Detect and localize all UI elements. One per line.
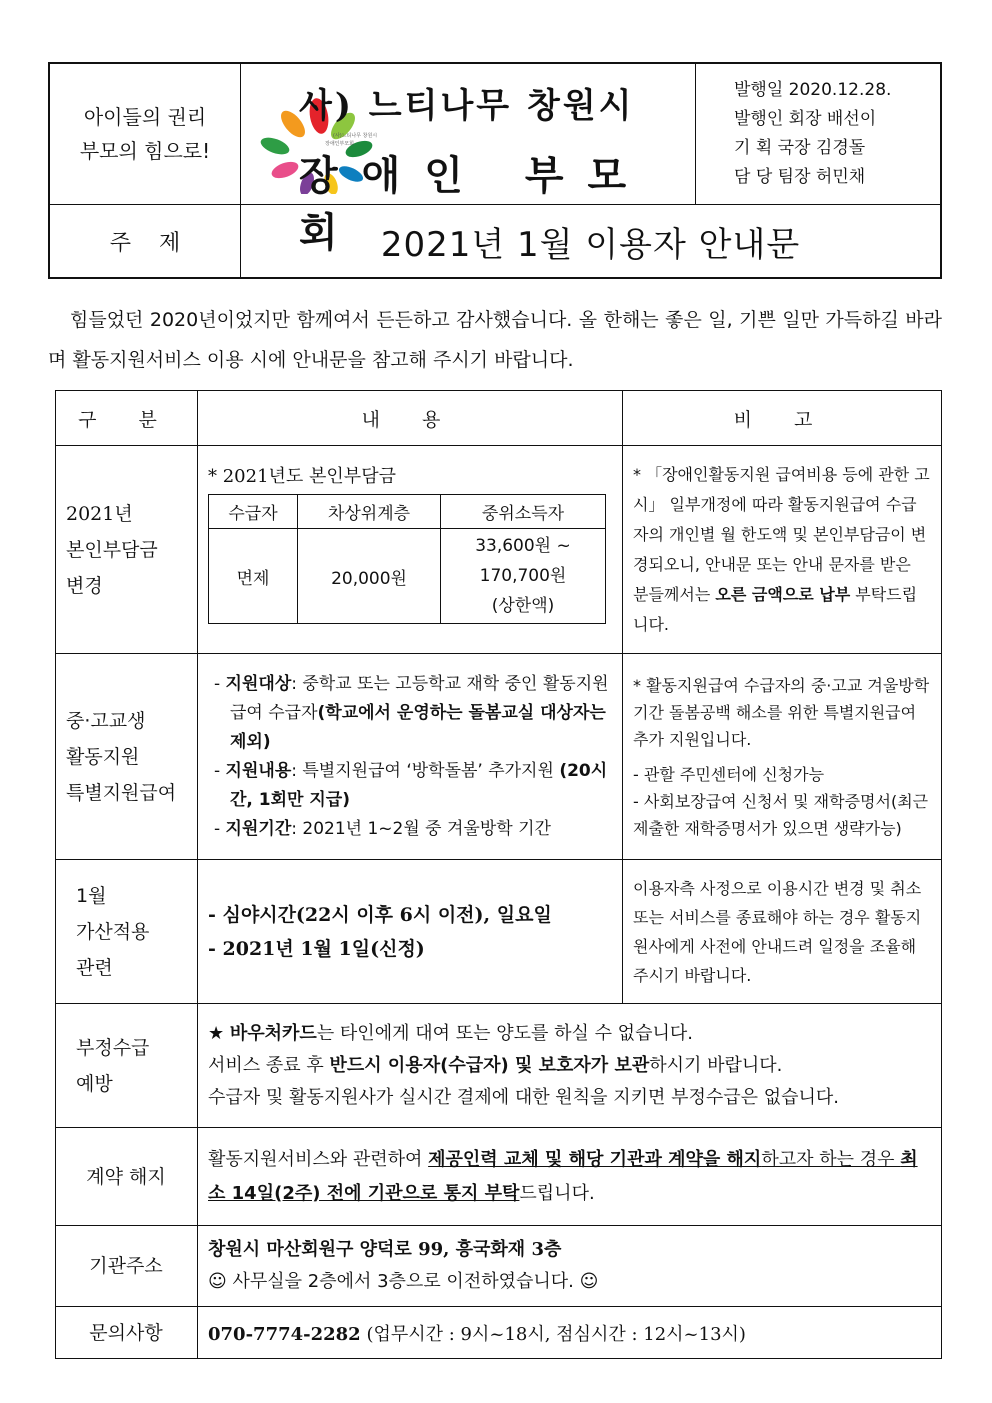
item-label: 지원대상 [225,673,292,694]
manager: 담 당 팀장 허민채 [734,167,866,187]
subject-label: 주 제 [49,205,241,279]
publication-info [696,63,942,205]
contract-bold: 제공인력 교체 및 해당 기관과 계약을 해지 [428,1148,762,1170]
newsletter-header [48,62,942,279]
category-line: 2021년 [66,502,133,525]
line-bold: 바우처카드 [229,1022,317,1044]
item-text: : 중학교 또는 고등학교 재학 중인 활동지원급여 수급자 [230,673,609,723]
header-note: 비 고 [623,391,942,446]
category-line: 예방 [76,1072,113,1095]
row-content [198,1307,942,1359]
list-item: - 지원기간: 2021년 1~2월 중 겨울방학 기간 [214,818,551,839]
category-line: 활동지원 [66,745,140,768]
row-category [56,860,198,1004]
slogan-line-1: 아이들의 권리 [83,105,207,129]
item-bold: (20시간, 1회만 지급) [230,760,608,810]
line-text: 하시기 바랍니다. [649,1054,783,1076]
note-text: - 관할 주민센터에 신청가능 [633,764,825,784]
category-line: 본인부담금 [66,538,158,561]
logo-small-text-2: 장애인부모회 [325,141,354,147]
inner-header: 수급자 [209,495,298,529]
surcharge-item: - 심야시간(22시 이후 6시 이전), 일요일 [208,903,552,926]
row-note: 이용자측 사정으로 이용시간 변경 및 취소 또는 서비스를 종료해야 하는 경우 활동지원사에게 사전에 안내드려 일정을 조율해 주시기 바랍니다. [623,860,942,1004]
category-line: 부정수급 [76,1036,150,1059]
line-bold: 반드시 이용자(수급자) 및 보호자가 보관 [329,1054,650,1076]
publish-date: 발행일 2020.12.28. [734,80,892,100]
planner: 기 획 국장 김경돌 [734,138,866,158]
range-line: (상한액) [491,596,555,616]
list-item: - 지원대상: 중학교 또는 고등학교 재학 중인 활동지원급여 수급자(학교에서 운영하는 돌봄교실 대상자는 제외) [214,673,609,752]
publisher: 발행인 회장 배선이 [734,109,877,129]
category-line: 특별지원급여 [66,781,177,804]
note-text: * 활동지원급여 수급자의 중·고교 겨울방학 기간 돌봄공백 해소를 위한 특별지원급여 추가 지원입니다. [633,675,930,749]
note-text: - 사회보장급여 신청서 및 재학증명서(최근 제출한 재학증명서가 있으면 생략가능) [633,791,929,838]
fraud-line-3: 수급자 및 활동지원사가 실시간 결제에 대한 원칙을 지키면 부정수급은 없습니다. [208,1086,840,1108]
fraud-line-1 [208,1018,931,1050]
row-content [198,860,623,1004]
row-content [198,1226,942,1307]
slogan-cell [49,63,241,205]
category-line: 가산적용 [76,920,150,943]
copay-table [208,494,606,624]
star-icon: ★ [208,1022,230,1044]
row-content [198,654,623,860]
item-text: : 특별지원급여 ‘방학돌봄’ 추가지원 [291,760,560,781]
inner-header: 중위소득자 [440,495,605,529]
organization-name-line-2: 장애인 부모회 [299,152,651,256]
item-label: 지원내용 [225,760,292,781]
row-note [623,446,942,654]
row-content [198,446,623,654]
slogan-line-2: 부모의 힘으로! [79,139,211,163]
table-row [56,1128,942,1226]
contract-bold: 최소 14일(2주) 전에 기관으로 통지 부탁 [208,1148,918,1204]
subject-title: 2021년 1월 이용자 안내문 [241,205,942,279]
category-line: 중·고교생 [66,709,146,732]
row-category: 기관주소 [56,1226,198,1307]
note-text: 부탁드립니다. [633,584,918,634]
relocation-notice: ☺ 사무실을 2층에서 3층으로 이전하였습니다. ☺ [208,1271,599,1292]
note-text: * 「장애인활동지원 급여비용 등에 관한 고시」 일부개정에 따라 활동지원급여 수급자의 개인별 월 한도액 및 본인부담금이 변경되오니, 안내문 또는 안내 문자를 받은 분들께서는 [633,464,930,604]
inner-value: 20,000원 [298,529,441,624]
inner-value: 면제 [209,529,298,624]
row-category: 문의사항 [56,1307,198,1359]
inner-header: 차상위계층 [298,495,441,529]
row-content [198,1004,942,1128]
category-line: 관련 [76,956,113,979]
table-row [56,1226,942,1307]
item-label: 지원기간 [225,818,292,839]
range-line: 33,600원 ~ [475,536,571,556]
office-address: 창원시 마산회원구 양덕로 99, 흥국화재 3층 [208,1239,562,1260]
row-category [56,1004,198,1128]
fraud-line-2 [208,1050,931,1082]
info-table [55,390,942,1359]
contract-text: 드립니다. [519,1182,595,1204]
range-line: 170,700원 [479,566,567,586]
contact-phone: 070-7774-2282 [208,1323,361,1345]
list-item: - 지원내용: 특별지원급여 ‘방학돌봄’ 추가지원 (20시간, 1회만 지급) [214,760,608,810]
copay-title: * 2021년도 본인부담금 [208,466,396,487]
header-category: 구 분 [56,391,198,446]
surcharge-item: - 2021년 1월 1일(신정) [208,937,425,960]
table-row [56,1004,942,1128]
table-row [56,446,942,654]
row-content [198,1128,942,1226]
table-row [56,860,942,1004]
office-hours: (업무시간 : 9시~18시, 점심시간 : 12시~13시) [360,1323,746,1345]
contract-text: 하고자 하는 경우 [761,1148,901,1170]
note-bold: 오른 금액으로 납부 [715,584,851,604]
category-line: 변경 [66,574,103,597]
header-content: 내 용 [198,391,623,446]
row-category [56,654,198,860]
table-row [56,1307,942,1359]
contract-text: 활동지원서비스와 관련하여 [208,1148,429,1170]
category-line: 1월 [76,884,107,907]
table-row [56,654,942,860]
line-text: 서비스 종료 후 [208,1054,330,1076]
inner-value-range [440,529,605,624]
item-text: : 2021년 1~2월 중 겨울방학 기간 [291,818,551,839]
row-category [56,446,198,654]
logo-small-text-1: (사)느티나무 창원시 [333,133,378,139]
organization-name-line-1: 사) 느티나무 창원시 [299,86,635,126]
line-text: 는 타인에게 대여 또는 양도를 하실 수 없습니다. [316,1022,693,1044]
row-category: 계약 해지 [56,1128,198,1226]
row-note [623,654,942,860]
item-bold: (학교에서 운영하는 돌봄교실 대상자는 제외) [230,702,606,752]
intro-paragraph: 힘들었던 2020년이었지만 함께여서 든든하고 감사했습니다. 올 한해는 좋은 일, 기쁜 일만 가득하길 바라며 활동지원서비스 이용 시에 안내문을 참고해 주시기 바랍니다. [48,309,942,371]
